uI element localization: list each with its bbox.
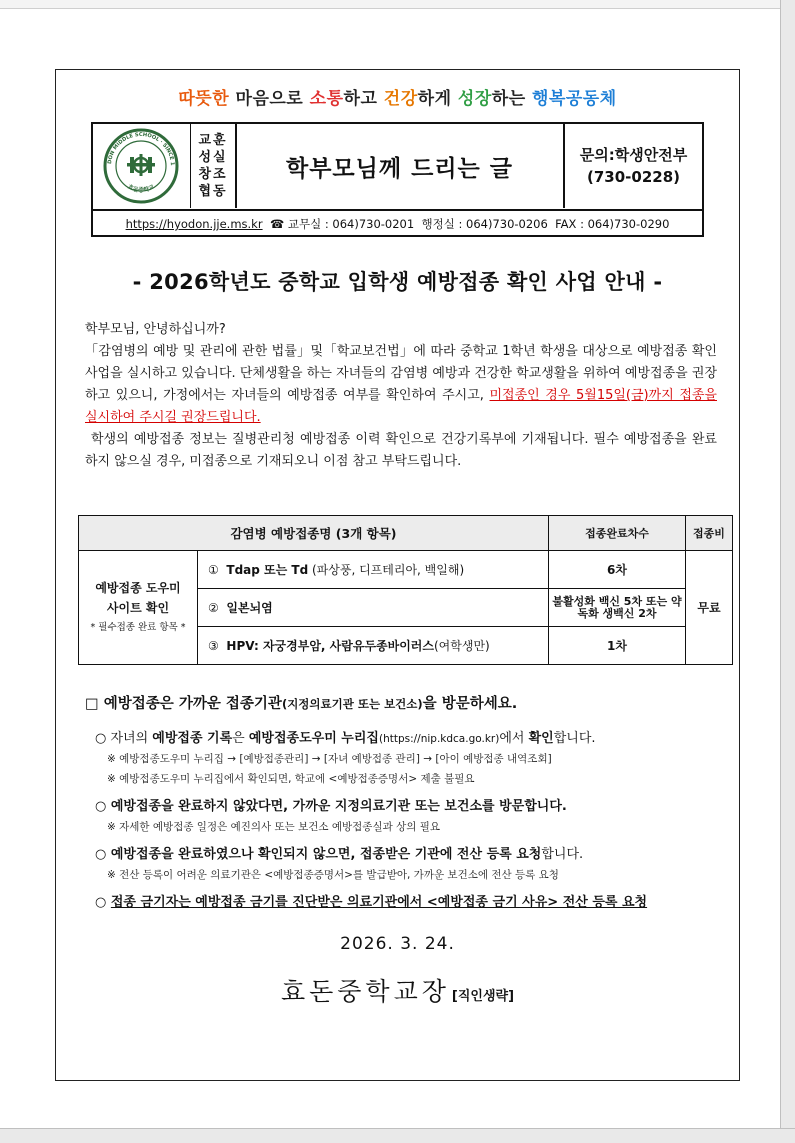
guide-note-2: ※ 예방접종도우미 누리집에서 확인되면, 학교에 <예방접종증명서> 제출 불필요 bbox=[107, 773, 475, 785]
vaccine-detail: (여학생만) bbox=[434, 639, 490, 653]
logo-cell bbox=[93, 124, 191, 208]
school-slogan bbox=[56, 84, 739, 109]
col-header-vaccine: 감염병 예방접종명 (3개 항목) bbox=[79, 516, 549, 551]
vaccination-guide bbox=[85, 692, 725, 910]
vaccine-name: 일본뇌염 bbox=[226, 601, 273, 615]
letterhead bbox=[91, 122, 704, 237]
guide-note-1: ※ 예방접종도우미 누리집 → [예방접종관리] → [자녀 예방접종 관리] → [아이 예방접종 내역조회] bbox=[107, 753, 552, 765]
guide-text: ○ bbox=[95, 895, 111, 910]
vaccine-name: Tdap 또는 Td bbox=[226, 563, 309, 577]
vaccine-cell bbox=[198, 589, 549, 627]
letter-date: 2026. 3. 24. bbox=[340, 934, 455, 954]
svg-text:효돈중학교: 효돈중학교 bbox=[126, 183, 156, 194]
guide-text: 합니다. bbox=[541, 847, 584, 862]
letter-title: 학부모님께 드리는 글 bbox=[286, 155, 513, 182]
site-label-1: 예방접종 도우미 bbox=[95, 580, 181, 595]
dose-count: 1차 bbox=[549, 627, 686, 665]
guide-item-2: ○ 예방접종을 완료하지 않았다면, 가까운 지정의료기관 또는 보건소를 방문합니다. bbox=[95, 799, 567, 814]
document-page bbox=[55, 69, 740, 1081]
intro-p1-text: 「감염병의 예방 및 관리에 관한 법률」및「학교보건법」에 따라 중학교 1학년 학생을 대상으로 예방접종 확인 사업을 실시하고 있습니다. 단체생활을 하는 자녀들의 감염병 예방과 건강한 학교생활을 위하여 예방접종을 권장하고 있으니, 가정에서는 자녀들의 예방접종 여부를 확인하여 주시고, bbox=[85, 344, 717, 403]
slogan-part: 하게 bbox=[417, 89, 458, 109]
greeting: 학부모님, 안녕하십니까? bbox=[85, 322, 226, 337]
guide-item-1 bbox=[95, 727, 725, 746]
intro-paragraph-2: 학생의 예방접종 정보는 질병관리청 예방접종 이력 확인으로 건강기록부에 기재됩니다. 필수 예방접종을 완료하지 않으실 경우, 미접종으로 기재되오니 이점 참고 부탁드립니다. bbox=[85, 432, 717, 469]
guide-note-4: ※ 전산 등록이 어려운 의료기관은 <예방접종증명서>를 발급받아, 가까운 보건소에 전산 등록 요청 bbox=[107, 869, 559, 881]
table-header-row bbox=[79, 516, 733, 551]
site-check-cell bbox=[79, 551, 198, 665]
slogan-part: 소통 bbox=[309, 89, 344, 109]
guide-heading bbox=[85, 692, 725, 713]
svg-text:HYODON MIDDLE SCHOOL · SINCE 1: DON MIDDLE SCHOOL · SINCE 1 bbox=[107, 131, 176, 166]
guide-text: ○ 자녀의 bbox=[95, 731, 153, 746]
contraindication-note: 접종 금기자는 예방접종 금기를 진단받은 의료기관에서 <예방접종 금기 사유> 전산 등록 요청 bbox=[110, 895, 648, 910]
guide-text: 에서 bbox=[499, 731, 529, 746]
motto-line: 성실 bbox=[198, 150, 228, 165]
school-phone-numbers: ☎ 교무실 : 064)730-0201 행정실 : 064)730-0206 FAX : 064)730-0290 bbox=[262, 217, 670, 231]
site-label-2: 사이트 확인 bbox=[106, 600, 170, 615]
motto-line: 교훈 bbox=[198, 133, 228, 148]
guide-text: 접종받은 기관에 전산 등록 요청 bbox=[359, 847, 542, 862]
slogan-part: 마음으로 bbox=[229, 89, 310, 109]
vaccine-cell bbox=[198, 627, 549, 665]
col-header-fee: 접종비 bbox=[686, 516, 733, 551]
slogan-part: 따뜻한 bbox=[178, 89, 230, 109]
school-motto bbox=[191, 124, 237, 208]
school-website-link[interactable]: https://hyodon.jje.ms.kr bbox=[125, 217, 263, 231]
guide-text: 확인 bbox=[528, 731, 554, 746]
nip-url: (https://nip.kdca.go.kr) bbox=[378, 733, 500, 745]
row-number: ② bbox=[208, 601, 219, 615]
guide-text: 예방접종 기록 bbox=[152, 731, 233, 746]
slogan-part: 하는 bbox=[491, 89, 533, 109]
vaccine-cell bbox=[198, 551, 549, 589]
col-header-doses: 접종완료차수 bbox=[549, 516, 686, 551]
motto-line: 협동 bbox=[198, 184, 228, 199]
contact-department: 문의:학생안전부 bbox=[579, 146, 688, 164]
intro-paragraph-1 bbox=[85, 341, 717, 429]
vaccine-detail: (파상풍, 디프테리아, 백일해) bbox=[308, 563, 465, 577]
signature-block bbox=[56, 972, 739, 1008]
deadline-highlight: 미접종인 경우 5월15일(금)까지 접종을 실시하여 주시길 권장드립니다. bbox=[85, 388, 717, 425]
guide-heading-text: □ 예방접종은 가까운 접종기관 bbox=[85, 696, 282, 712]
principal-signature: 효돈중학교장 bbox=[280, 977, 450, 1006]
notice-title: - 2026학년도 중학교 입학생 예방접종 확인 사업 안내 - bbox=[132, 270, 663, 294]
school-logo-icon bbox=[93, 124, 190, 208]
guide-note-3: ※ 자세한 예방접종 일정은 예진의사 또는 보건소 예방접종실과 상의 필요 bbox=[107, 821, 440, 833]
row-number: ① bbox=[208, 563, 219, 577]
guide-item-4 bbox=[95, 891, 725, 910]
slogan-part: 건강 bbox=[383, 89, 418, 109]
contact-cell bbox=[565, 124, 702, 208]
letter-title-cell bbox=[236, 124, 565, 208]
dose-count: 불활성화 백신 5차 또는 약독화 생백신 2차 bbox=[549, 589, 686, 627]
motto-line: 창조 bbox=[198, 167, 228, 182]
vaccination-table bbox=[78, 515, 733, 665]
vertical-scrollbar[interactable] bbox=[780, 0, 795, 1142]
guide-heading-note: (지정의료기관 또는 보건소) bbox=[281, 697, 423, 711]
guide-text: ○ 예방접종을 완료하였으나 확인되지 않으면, bbox=[95, 847, 360, 862]
slogan-part: 성장 bbox=[457, 89, 492, 109]
vaccine-name: HPV: 자궁경부암, 사람유두종바이러스 bbox=[226, 639, 434, 653]
slogan-part: 하고 bbox=[343, 89, 384, 109]
fee-cell: 무료 bbox=[686, 551, 733, 665]
row-number: ③ bbox=[208, 639, 219, 653]
guide-text: 합니다. bbox=[553, 731, 596, 746]
horizontal-scrollbar[interactable] bbox=[0, 1128, 795, 1143]
guide-heading-end: 을 방문하세요. bbox=[422, 696, 518, 712]
site-note: * 필수접종 완료 항목 * bbox=[90, 621, 186, 633]
guide-text: 은 bbox=[232, 731, 249, 746]
guide-text: 예방접종도우미 누리집 bbox=[248, 731, 379, 746]
guide-item-3 bbox=[95, 843, 725, 862]
school-info-row bbox=[93, 209, 702, 237]
intro-text bbox=[85, 319, 717, 473]
contact-phone: (730-0228) bbox=[587, 168, 680, 186]
seal-omitted: [직인생략] bbox=[451, 989, 515, 1004]
window-top-edge bbox=[0, 0, 795, 9]
table-row bbox=[79, 551, 733, 589]
slogan-part: 행복공동체 bbox=[532, 89, 617, 109]
dose-count: 6차 bbox=[549, 551, 686, 589]
